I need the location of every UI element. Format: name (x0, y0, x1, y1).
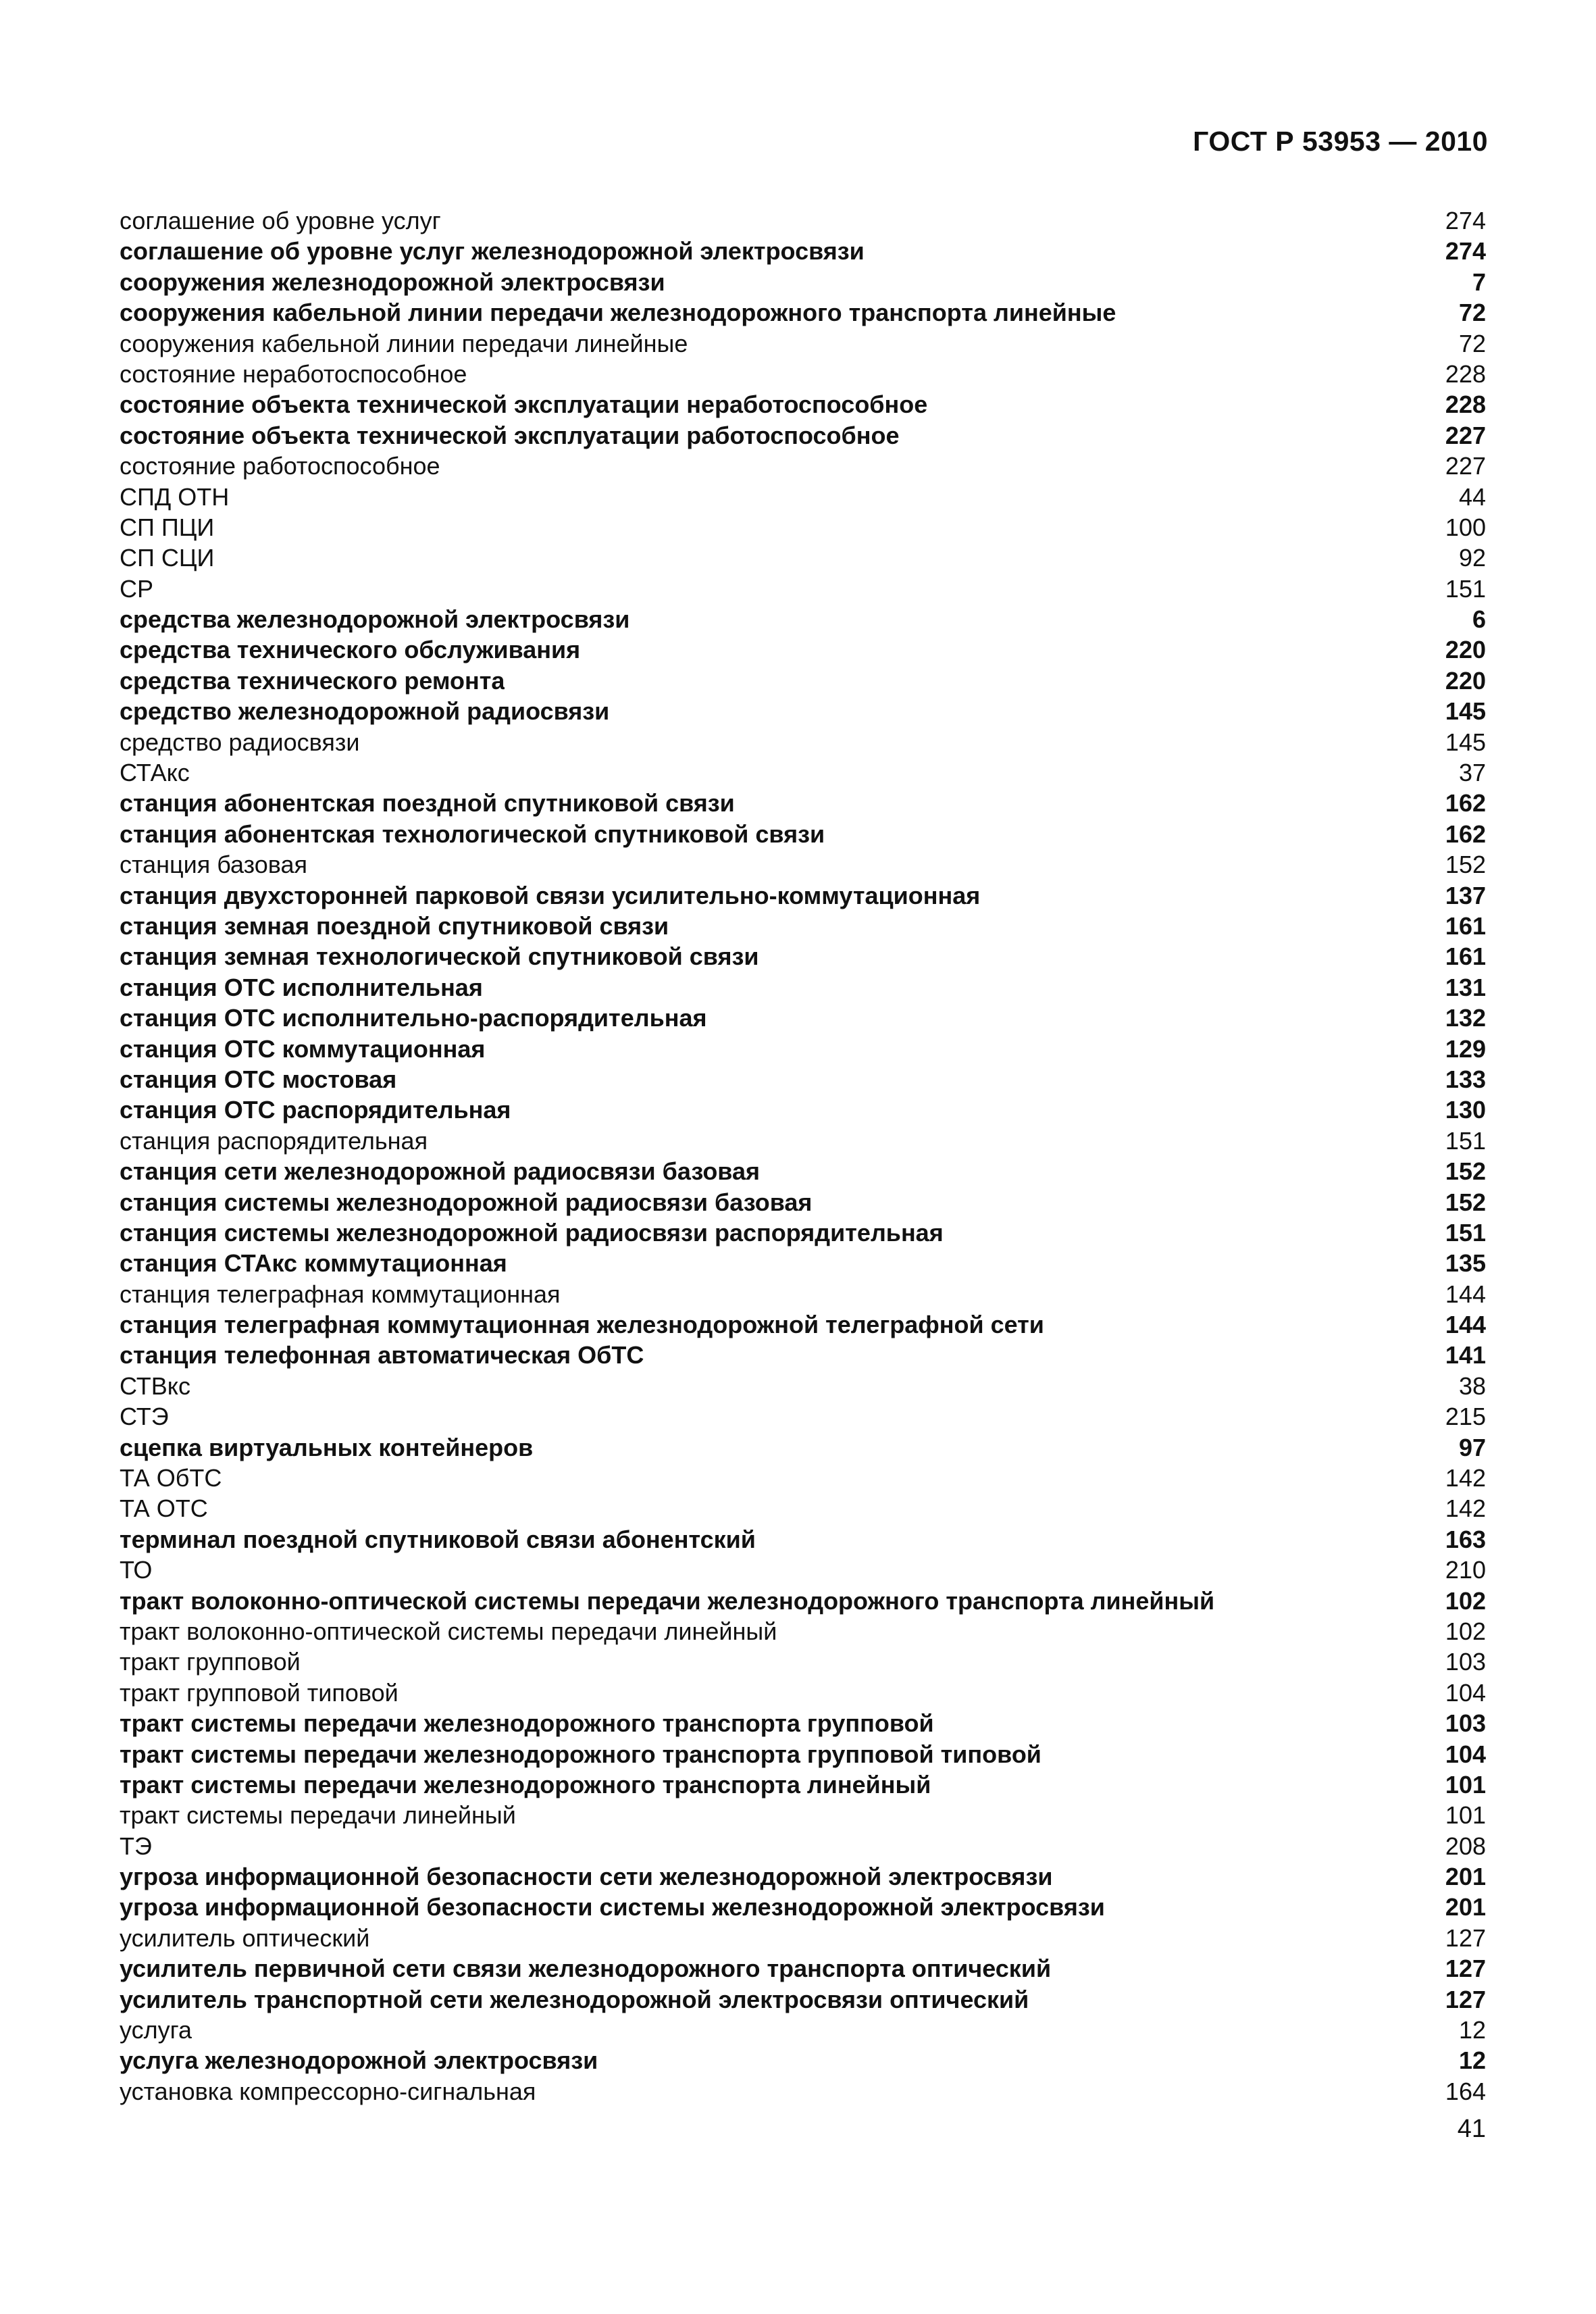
index-term: СТВкс (120, 1372, 190, 1400)
index-term: станция абонентская поездной спутниковой связи (120, 789, 735, 818)
index-term: станция телефонная автоматическая ОбТС (120, 1341, 644, 1369)
index-page-ref: 162 (1445, 789, 1486, 818)
index-term: станция распорядительная (120, 1126, 428, 1155)
index-term: тракт групповой (120, 1648, 301, 1676)
index-page-ref: 144 (1445, 1311, 1486, 1339)
index-entry (120, 359, 1486, 389)
index-term: соглашение об уровне услуг (120, 207, 441, 234)
index-page-ref: 72 (1458, 299, 1486, 327)
index-term: состояние работоспособное (120, 452, 440, 480)
index-page-ref: 127 (1445, 1985, 1486, 2013)
index-page-ref: 102 (1445, 1586, 1486, 1615)
index-entry (120, 1493, 1486, 1524)
index-page-ref: 72 (1458, 329, 1486, 357)
index-term: СП ПЦИ (120, 513, 215, 541)
alphabetical-index-list (120, 205, 1486, 2107)
index-entry (120, 634, 1486, 665)
index-entry (120, 1095, 1486, 1125)
index-entry (120, 911, 1486, 941)
index-page-ref: 201 (1445, 1893, 1486, 1921)
index-page-ref: 144 (1445, 1280, 1486, 1308)
index-entry (120, 819, 1486, 849)
index-entry (120, 1064, 1486, 1095)
index-entry (120, 451, 1486, 481)
index-page-ref: 133 (1445, 1065, 1486, 1093)
index-page-ref: 220 (1445, 666, 1486, 695)
index-entry (120, 1923, 1486, 1953)
index-entry (120, 1984, 1486, 2015)
index-page-ref: 37 (1458, 759, 1486, 787)
index-entry (120, 604, 1486, 634)
index-entry (120, 849, 1486, 880)
index-term: сцепка виртуальных контейнеров (120, 1433, 534, 1461)
index-entry (120, 328, 1486, 359)
index-page-ref: 102 (1445, 1617, 1486, 1645)
index-entry (120, 1309, 1486, 1340)
index-entry (120, 1248, 1486, 1278)
index-page-ref: 227 (1445, 421, 1486, 449)
index-term: станция сети железнодорожной радиосвязи базовая (120, 1157, 760, 1186)
index-entry (120, 1156, 1486, 1186)
index-entry (120, 696, 1486, 726)
index-entry (120, 1126, 1486, 1156)
index-term: станция ОТС распорядительная (120, 1096, 511, 1124)
index-term: станция СТАкс коммутационная (120, 1249, 507, 1278)
index-term: станция ОТС исполнительная (120, 973, 483, 1001)
index-page-ref: 164 (1445, 2077, 1486, 2105)
index-term: ТО (120, 1556, 153, 1584)
index-page-ref: 152 (1445, 1157, 1486, 1186)
index-entry (120, 297, 1486, 328)
index-page-ref: 161 (1445, 942, 1486, 971)
index-term: тракт волоконно-оптической системы передачи железнодорожного транспорта линейный (120, 1586, 1215, 1615)
index-term: сооружения кабельной линии передачи линейные (120, 329, 688, 357)
index-entry (120, 1708, 1486, 1738)
index-page-ref: 210 (1445, 1556, 1486, 1584)
index-entry (120, 941, 1486, 972)
index-term: сооружения кабельной линии передачи железнодорожного транспорта линейные (120, 299, 1116, 327)
index-entry (120, 236, 1486, 266)
index-entry (120, 543, 1486, 573)
index-term: услуга (120, 2016, 192, 2044)
index-page-ref: 104 (1445, 1740, 1486, 1768)
index-term: тракт системы передачи железнодорожного транспорта групповой (120, 1709, 934, 1738)
index-page-ref: 142 (1445, 1464, 1486, 1492)
index-term: СР (120, 574, 154, 603)
index-page-ref: 127 (1445, 1955, 1486, 1983)
index-page-ref: 208 (1445, 1832, 1486, 1860)
index-term: соглашение об уровне услуг железнодорожной электросвязи (120, 237, 865, 266)
index-entry (120, 1616, 1486, 1646)
index-entry (120, 1217, 1486, 1248)
index-page-ref: 220 (1445, 636, 1486, 664)
index-term: станция земная поездной спутниковой связи (120, 911, 669, 940)
index-page-ref: 141 (1445, 1341, 1486, 1369)
index-page-ref: 151 (1445, 1126, 1486, 1155)
document-header-standard: ГОСТ Р 53953 — 2010 (1193, 126, 1488, 157)
index-page-ref: 162 (1445, 820, 1486, 848)
index-page-ref: 145 (1445, 697, 1486, 726)
index-term: станция земная технологической спутниковой связи (120, 942, 759, 971)
index-page-ref: 44 (1458, 482, 1486, 511)
index-term: тракт системы передачи линейный (120, 1801, 516, 1830)
index-page-ref: 215 (1445, 1403, 1486, 1431)
index-term: установка компрессорно-сигнальная (120, 2077, 536, 2105)
index-page-ref: 101 (1445, 1770, 1486, 1799)
index-entry (120, 389, 1486, 420)
index-page-ref: 132 (1445, 1004, 1486, 1032)
index-entry (120, 574, 1486, 604)
index-term: тракт волоконно-оптической системы передачи линейный (120, 1617, 777, 1645)
index-term: станция ОТС мостовая (120, 1065, 397, 1093)
index-page-ref: 274 (1445, 207, 1486, 234)
index-entry (120, 1003, 1486, 1033)
index-entry (120, 1555, 1486, 1585)
index-term: станция базовая (120, 851, 307, 879)
index-term: угроза информационной безопасности системы железнодорожной электросвязи (120, 1893, 1105, 1921)
index-page-ref: 161 (1445, 911, 1486, 940)
page-number: 41 (1457, 2115, 1486, 2143)
index-page-ref: 130 (1445, 1096, 1486, 1124)
index-entry (120, 1187, 1486, 1217)
index-entry (120, 1769, 1486, 1800)
index-term: ТА ОТС (120, 1494, 208, 1523)
index-term: ТЭ (120, 1832, 152, 1860)
index-page-ref: 152 (1445, 851, 1486, 879)
index-entry (120, 665, 1486, 696)
index-term: станция ОТС коммутационная (120, 1034, 486, 1063)
index-entry (120, 1831, 1486, 1861)
index-page-ref: 92 (1458, 544, 1486, 572)
index-page-ref: 227 (1445, 452, 1486, 480)
index-entry (120, 512, 1486, 543)
index-entry (120, 1371, 1486, 1401)
index-page-ref: 142 (1445, 1494, 1486, 1523)
index-entry (120, 1953, 1486, 1984)
index-entry (120, 1646, 1486, 1677)
index-entry (120, 267, 1486, 297)
index-term: средство радиосвязи (120, 728, 360, 756)
index-page-ref: 38 (1458, 1372, 1486, 1400)
index-entry (120, 420, 1486, 451)
index-term: тракт групповой типовой (120, 1678, 398, 1707)
index-term: станция системы железнодорожной радиосвязи базовая (120, 1188, 813, 1216)
index-term: услуга железнодорожной электросвязи (120, 2046, 598, 2075)
index-page-ref: 129 (1445, 1034, 1486, 1063)
index-entry (120, 1892, 1486, 1922)
index-entry (120, 1524, 1486, 1555)
index-entry (120, 727, 1486, 757)
index-term: сооружения железнодорожной электросвязи (120, 268, 665, 296)
index-entry (120, 1861, 1486, 1892)
index-term: средства железнодорожной электросвязи (120, 605, 630, 634)
index-term: СТЭ (120, 1403, 169, 1431)
index-entry (120, 1739, 1486, 1769)
index-entry (120, 1340, 1486, 1370)
index-page-ref: 100 (1445, 513, 1486, 541)
index-entry (120, 2076, 1486, 2107)
index-page-ref: 7 (1472, 268, 1486, 296)
index-term: усилитель транспортной сети железнодорожной электросвязи оптический (120, 1985, 1029, 2013)
index-term: станция телеграфная коммутационная железнодорожной телеграфной сети (120, 1311, 1044, 1339)
index-term: станция двухсторонней парковой связи усилительно-коммутационная (120, 881, 981, 909)
index-page-ref: 101 (1445, 1801, 1486, 1830)
index-entry (120, 1586, 1486, 1616)
index-term: станция ОТС исполнительно-распорядительная (120, 1004, 707, 1032)
index-page-ref: 12 (1458, 2046, 1486, 2075)
index-page-ref: 127 (1445, 1923, 1486, 1952)
index-page-ref: 131 (1445, 973, 1486, 1001)
index-term: тракт системы передачи железнодорожного транспорта линейный (120, 1770, 931, 1799)
index-page-ref: 151 (1445, 574, 1486, 603)
index-entry (120, 757, 1486, 788)
index-page-ref: 137 (1445, 881, 1486, 909)
index-page-ref: 97 (1458, 1433, 1486, 1461)
index-page-ref: 103 (1445, 1648, 1486, 1676)
index-term: усилитель оптический (120, 1923, 370, 1952)
index-page-ref: 6 (1472, 605, 1486, 634)
index-term: средство железнодорожной радиосвязи (120, 697, 610, 726)
index-entry (120, 1463, 1486, 1493)
index-term: усилитель первичной сети связи железнодорожного транспорта оптический (120, 1955, 1052, 1983)
index-page-ref: 152 (1445, 1188, 1486, 1216)
index-page-ref: 163 (1445, 1525, 1486, 1553)
index-term: СПД ОТН (120, 482, 230, 511)
index-page-ref: 274 (1445, 237, 1486, 266)
index-term: станция системы железнодорожной радиосвязи распорядительная (120, 1218, 944, 1247)
index-entry (120, 205, 1486, 236)
index-page-ref: 201 (1445, 1863, 1486, 1891)
index-entry (120, 482, 1486, 512)
index-term: СТАкс (120, 759, 190, 787)
index-term: состояние неработоспособное (120, 359, 467, 388)
index-term: терминал поездной спутниковой связи абонентский (120, 1525, 756, 1553)
index-entry (120, 2045, 1486, 2076)
index-entry (120, 1678, 1486, 1708)
index-entry (120, 1432, 1486, 1463)
index-entry (120, 972, 1486, 1003)
index-page-ref: 12 (1458, 2016, 1486, 2044)
index-entry (120, 1401, 1486, 1432)
index-entry (120, 1800, 1486, 1830)
index-page-ref: 135 (1445, 1249, 1486, 1278)
index-term: средства технического обслуживания (120, 636, 581, 664)
index-page-ref: 145 (1445, 728, 1486, 756)
index-entry (120, 2015, 1486, 2045)
index-page-ref: 151 (1445, 1218, 1486, 1247)
index-term: состояние объекта технической эксплуатации работоспособное (120, 421, 900, 449)
index-term: станция абонентская технологической спутниковой связи (120, 820, 825, 848)
index-page-ref: 228 (1445, 359, 1486, 388)
index-term: состояние объекта технической эксплуатации неработоспособное (120, 391, 928, 419)
index-entry (120, 880, 1486, 911)
index-page-ref: 228 (1445, 391, 1486, 419)
index-term: угроза информационной безопасности сети железнодорожной электросвязи (120, 1863, 1053, 1891)
index-page-ref: 103 (1445, 1709, 1486, 1738)
index-entry (120, 788, 1486, 818)
index-term: тракт системы передачи железнодорожного транспорта групповой типовой (120, 1740, 1041, 1768)
index-entry (120, 1279, 1486, 1309)
index-page-ref: 104 (1445, 1678, 1486, 1707)
index-term: станция телеграфная коммутационная (120, 1280, 561, 1308)
index-term: ТА ОбТС (120, 1464, 222, 1492)
index-term: СП СЦИ (120, 544, 215, 572)
index-term: средства технического ремонта (120, 666, 505, 695)
index-entry (120, 1034, 1486, 1064)
